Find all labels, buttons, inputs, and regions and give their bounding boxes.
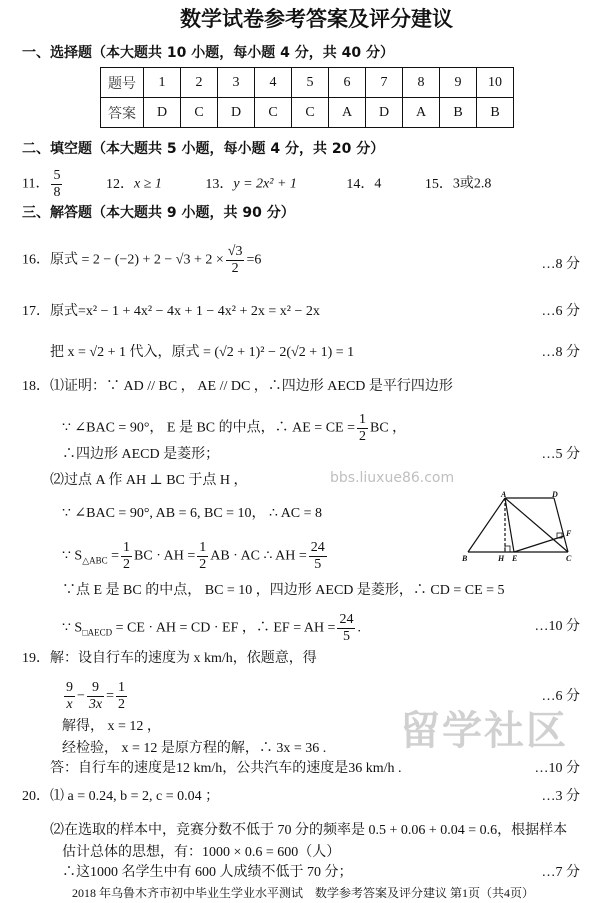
denominator: 3x xyxy=(88,697,103,712)
text: = CE · AH = CD · EF ，∴ EF = AH = xyxy=(115,620,336,636)
table-cell: D xyxy=(218,98,255,128)
table-cell: 题号 xyxy=(101,68,144,98)
fraction xyxy=(121,540,132,573)
text: BC ， xyxy=(370,420,407,436)
q19-line-4: 经检验， x = 12 是原方程的解，∴ 3x = 36 . xyxy=(62,741,327,756)
table-cell: B xyxy=(440,98,477,128)
q15-answer: 3或2.8 xyxy=(452,176,492,192)
q14-label: 14． xyxy=(346,176,375,192)
score-mark: …5 分 xyxy=(541,447,580,462)
label-f: F xyxy=(566,529,572,538)
q12-answer: x ≥ 1 xyxy=(133,176,162,192)
denominator: 8 xyxy=(53,185,61,200)
q18-line-2 xyxy=(62,412,406,445)
segment-ac xyxy=(505,498,568,552)
numerator: 1 xyxy=(359,412,366,427)
q16-line xyxy=(22,244,261,277)
numerator: 1 xyxy=(123,540,131,555)
text: . xyxy=(357,620,361,636)
label-h: H xyxy=(498,554,505,563)
q13-label: 13． xyxy=(205,176,234,192)
operator: − xyxy=(77,688,85,704)
q20-line-1: 20．⑴ a = 0.24, b = 2, c = 0.04 ； xyxy=(22,789,220,804)
section-3-header: 三、解答题（本大题共 9 小题，共 90 分） xyxy=(22,205,295,221)
text: ∵ S xyxy=(62,620,83,636)
table-cell: 6 xyxy=(329,68,366,98)
numerator: 24 xyxy=(310,540,325,555)
numerator: 9 xyxy=(66,680,73,695)
table-row xyxy=(101,68,514,98)
table-cell: 8 xyxy=(403,68,440,98)
watermark-logo: 留学社区 xyxy=(400,708,568,754)
q14-answer: 4 xyxy=(374,176,382,192)
watermark-url: bbs.liuxue86.com xyxy=(330,470,455,486)
text: ∵ S xyxy=(62,548,83,564)
fill-answers xyxy=(22,168,491,201)
section-1-header: 一、选择题（本大题共 10 小题，每小题 4 分，共 40 分） xyxy=(22,45,394,61)
q16-text: 16．原式 = 2 − (−2) + 2 − √3 + 2 × xyxy=(22,252,224,268)
numerator: 9 xyxy=(87,680,104,697)
denominator: 2 xyxy=(123,557,131,572)
denominator: 5 xyxy=(342,629,350,644)
q18-line-8 xyxy=(62,612,361,645)
table-cell: 1 xyxy=(144,68,181,98)
table-cell: 9 xyxy=(440,68,477,98)
q18-line-3: ∴四边形 AECD 是菱形； xyxy=(62,447,220,462)
score-mark: …10 分 xyxy=(534,761,580,776)
q15-label: 15． xyxy=(424,176,453,192)
q18-line-1: 18．⑴证明：∵ AD // BC ， AE // DC ，∴四边形 AECD 是平行四边形 xyxy=(22,379,453,394)
q17-line-2: 把 x = √2 + 1 代入，原式 = (√2 + 1)² − 2(√2 + 1) = 1 xyxy=(50,345,355,360)
q18-line-4: ⑵过点 A 作 AH ⊥ BC 于点 H ， xyxy=(50,473,248,488)
fraction xyxy=(226,244,245,277)
score-mark: …10 分 xyxy=(534,619,580,634)
table-cell: 5 xyxy=(292,68,329,98)
score-mark: …6 分 xyxy=(541,689,580,704)
subscript: △ABC xyxy=(82,555,108,566)
label-d: D xyxy=(552,490,558,499)
label-c: C xyxy=(566,554,572,563)
table-cell: 10 xyxy=(477,68,514,98)
table-row xyxy=(101,98,514,128)
score-mark: …8 分 xyxy=(541,257,580,272)
table-cell: C xyxy=(292,98,329,128)
numerator: √3 xyxy=(227,244,243,259)
table-cell: 答案 xyxy=(101,98,144,128)
label-a: A xyxy=(501,490,507,499)
fraction xyxy=(87,680,104,713)
q19-line-5: 答：自行车的速度是12 km/h，公共汽车的速度是36 km/h . xyxy=(50,761,402,776)
score-mark: …8 分 xyxy=(541,345,580,360)
table-cell: 2 xyxy=(181,68,218,98)
segment-dc xyxy=(554,498,568,552)
segment-ae xyxy=(505,498,514,552)
label-e: E xyxy=(512,554,518,563)
table-cell: C xyxy=(181,98,218,128)
q17-line-1: 17．原式=x² − 1 + 4x² − 4x + 1 − 4x² + 2x = x² − 2x xyxy=(22,304,320,319)
table-cell: 3 xyxy=(218,68,255,98)
table-cell: A xyxy=(329,98,366,128)
label-b: B xyxy=(462,554,468,563)
q13-answer: y = 2x² + 1 xyxy=(233,176,297,192)
numerator: 24 xyxy=(339,612,354,627)
table-cell: 7 xyxy=(366,68,403,98)
text: = xyxy=(111,548,120,564)
q20-line-3: 估计总体的思想，有：1000 × 0.6 = 600（人） xyxy=(62,845,341,860)
segment-ef xyxy=(514,536,564,552)
q18-line-5: ∵ ∠BAC = 90°, AB = 6, BC = 10， ∴ AC = 8 xyxy=(62,506,323,521)
q20-line-4: ∴这1000 名学生中有 600 人成绩不低于 70 分； xyxy=(62,865,353,880)
operator: = xyxy=(106,688,115,704)
table-cell: D xyxy=(366,98,403,128)
table-cell: B xyxy=(477,98,514,128)
numerator: 1 xyxy=(118,680,126,695)
score-mark: …3 分 xyxy=(541,789,580,804)
fraction xyxy=(197,540,208,573)
table-cell: D xyxy=(144,98,181,128)
q16-result: =6 xyxy=(246,252,262,268)
fraction xyxy=(116,680,127,713)
fraction xyxy=(337,612,355,645)
denominator: 5 xyxy=(314,557,322,572)
segment-ab xyxy=(468,498,505,552)
numerator: 1 xyxy=(199,540,207,555)
section-2-header: 二、填空题（本大题共 5 小题，每小题 4 分，共 20 分） xyxy=(22,141,385,157)
table-cell: A xyxy=(403,98,440,128)
q12-label: 12． xyxy=(105,176,134,192)
page-title: 数学试卷参考答案及评分建议 xyxy=(180,7,453,31)
denominator: 2 xyxy=(359,429,366,444)
denominator: x xyxy=(66,697,73,712)
text: ∵ ∠BAC = 90°， E 是 BC 的中点，∴ AE = CE = xyxy=(62,420,355,436)
page-footer: 2018 年乌鲁木齐市初中毕业生学业水平测试 数学参考答案及评分建议 第1页（共4页） xyxy=(72,886,535,900)
q19-equation xyxy=(62,680,129,713)
q19-line-1: 19．解：设自行车的速度为 x km/h，依题意，得 xyxy=(22,651,317,666)
geometry-diagram xyxy=(460,490,580,565)
numerator: 5 xyxy=(53,168,61,183)
text: AB · AC ∴ AH = xyxy=(210,548,307,564)
table-cell: C xyxy=(255,98,292,128)
score-mark: …6 分 xyxy=(541,304,580,319)
denominator: 2 xyxy=(199,557,207,572)
fraction xyxy=(309,540,327,573)
denominator: 2 xyxy=(118,697,126,712)
subscript: □AECD xyxy=(82,627,113,638)
q20-line-2: ⑵在选取的样本中，竞赛分数不低于 70 分的频率是 0.5 + 0.06 + 0.04 = 0.6，根据样本 xyxy=(50,823,568,838)
score-mark: …7 分 xyxy=(541,865,580,880)
fraction xyxy=(64,680,75,713)
q11-fraction xyxy=(51,168,62,201)
q18-line-7: ∵点 E 是 BC 的中点， BC = 10 ，四边形 AECD 是菱形，∴ CD = CE = 5 xyxy=(62,583,505,598)
text: BC · AH = xyxy=(134,548,196,564)
q18-line-6 xyxy=(62,540,329,573)
q11-label: 11． xyxy=(22,176,50,192)
choice-answer-table xyxy=(100,67,514,128)
table-cell: 4 xyxy=(255,68,292,98)
fraction xyxy=(357,412,368,445)
denominator: 2 xyxy=(231,261,239,276)
q19-line-3: 解得， x = 12 ， xyxy=(62,719,161,734)
